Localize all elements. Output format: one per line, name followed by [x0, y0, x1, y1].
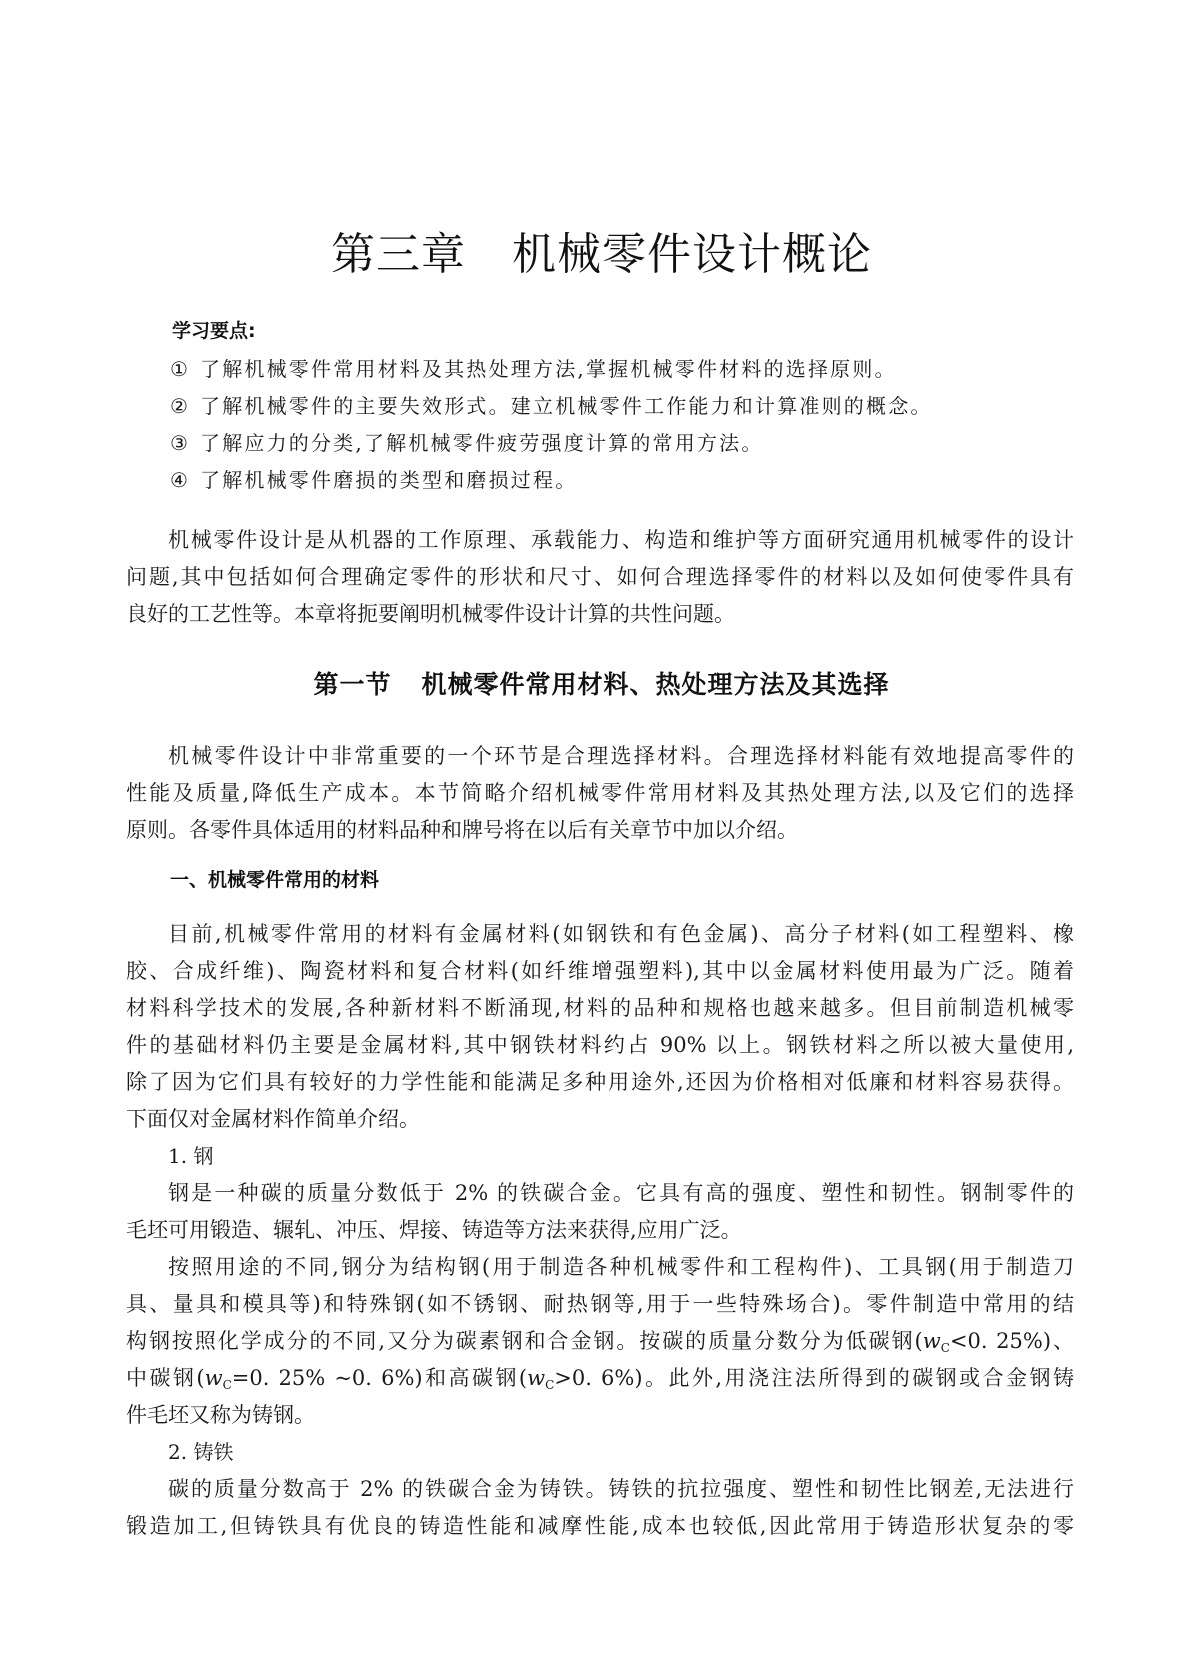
chapter-name: 机械零件设计概论 — [512, 229, 872, 280]
key-point-number: ④ — [170, 468, 191, 492]
subsection-title: 一、机械零件常用的材料 — [170, 869, 380, 891]
steel-line — [126, 1325, 1074, 1355]
key-point-item — [170, 390, 933, 419]
section-intro-line: 原则。各零件具体适用的材料品种和牌号将在以后有关章节中加以介绍。 — [126, 818, 798, 842]
key-point-text: 了解应力的分类,了解机械零件疲劳强度计算的常用方法。 — [200, 431, 764, 455]
carbon-mass-fraction-symbol: w — [922, 1329, 941, 1353]
materials-line: 胶、合成纤维)、陶瓷材料和复合材料(如纤维增强塑料),其中以金属材料使用最为广泛。随着 — [126, 959, 1074, 983]
key-point-number: ③ — [170, 431, 191, 455]
carbon-subscript: C — [222, 1378, 232, 1392]
carbon-mass-fraction-symbol: w — [204, 1366, 223, 1390]
cast-iron-line: 锻造加工,但铸铁具有优良的铸造性能和减摩性能,成本也较低,因此常用于铸造形状复杂的零 — [126, 1514, 1074, 1538]
materials-line: 目前,机械零件常用的材料有金属材料(如钢铁和有色金属)、高分子材料(如工程塑料、橡 — [168, 922, 1074, 946]
key-points-heading: 学习要点: — [172, 320, 256, 342]
section-intro-line: 机械零件设计中非常重要的一个环节是合理选择材料。合理选择材料能有效地提高零件的 — [168, 744, 1074, 768]
steel-line: 件毛坯又称为铸钢。 — [126, 1403, 315, 1427]
materials-line: 下面仅对金属材料作简单介绍。 — [126, 1107, 420, 1131]
intro-line: 机械零件设计是从机器的工作原理、承载能力、构造和维护等方面研究通用机械零件的设计 — [168, 528, 1074, 552]
key-point-item — [170, 427, 764, 456]
intro-line: 良好的工艺性等。本章将扼要阐明机械零件设计计算的共性问题。 — [126, 602, 735, 626]
materials-line: 件的基础材料仍主要是金属材料,其中钢铁材料约占 90% 以上。钢铁材料之所以被大量使用, — [126, 1033, 1074, 1057]
carbon-subscript: C — [940, 1341, 950, 1355]
text-fragment: >0. 6%)。此外,用浇注法所得到的碳钢或合金钢铸 — [554, 1366, 1074, 1390]
steel-line: 具、量具和模具等)和特殊钢(如不锈钢、耐热钢等,用于一些特殊场合)。零件制造中常用的结 — [126, 1292, 1074, 1316]
chapter-number: 第三章 — [331, 229, 466, 280]
text-fragment: <0. 25%)、 — [949, 1329, 1074, 1353]
key-point-number: ① — [170, 357, 191, 381]
key-point-item — [170, 464, 577, 493]
intro-line: 问题,其中包括如何合理确定零件的形状和尺寸、如何合理选择零件的材料以及如何使零件具有 — [126, 565, 1074, 589]
steel-line — [126, 1362, 1074, 1392]
carbon-subscript: C — [545, 1378, 555, 1392]
steel-heading: 1. 钢 — [168, 1144, 214, 1168]
steel-line: 毛坯可用锻造、辗轧、冲压、焊接、铸造等方法来获得,应用广泛。 — [126, 1218, 742, 1242]
chapter-title — [0, 218, 1203, 282]
cast-iron-heading: 2. 铸铁 — [168, 1440, 234, 1464]
section-number: 第一节 — [313, 670, 392, 699]
section-title — [0, 665, 1203, 701]
steel-line: 钢是一种碳的质量分数低于 2% 的铁碳合金。它具有高的强度、塑性和韧性。钢制零件的 — [168, 1181, 1074, 1205]
text-fragment: 构钢按照化学成分的不同,又分为碳素钢和合金钢。按碳的质量分数分为低碳钢( — [126, 1329, 923, 1353]
materials-line: 除了因为它们具有较好的力学性能和能满足多种用途外,还因为价格相对低廉和材料容易获得。 — [126, 1070, 1074, 1094]
section-name: 机械零件常用材料、热处理方法及其选择 — [421, 670, 890, 699]
carbon-mass-fraction-symbol: w — [527, 1366, 546, 1390]
section-intro-line: 性能及质量,降低生产成本。本节简略介绍机械零件常用材料及其热处理方法,以及它们的选择 — [126, 781, 1074, 805]
text-fragment: 中碳钢( — [126, 1366, 205, 1390]
text-fragment: =0. 25% ~0. 6%)和高碳钢( — [231, 1366, 528, 1390]
key-point-text: 了解机械零件常用材料及其热处理方法,掌握机械零件材料的选择原则。 — [200, 357, 897, 381]
key-point-text: 了解机械零件的主要失效形式。建立机械零件工作能力和计算准则的概念。 — [200, 394, 933, 418]
key-point-number: ② — [170, 394, 191, 418]
materials-line: 材料科学技术的发展,各种新材料不断涌现,材料的品种和规格也越来越多。但目前制造机械零 — [126, 996, 1074, 1020]
cast-iron-line: 碳的质量分数高于 2% 的铁碳合金为铸铁。铸铁的抗拉强度、塑性和韧性比钢差,无法进行 — [168, 1477, 1074, 1501]
key-point-item — [170, 353, 897, 382]
key-point-text: 了解机械零件磨损的类型和磨损过程。 — [200, 468, 578, 492]
steel-line: 按照用途的不同,钢分为结构钢(用于制造各种机械零件和工程构件)、工具钢(用于制造刀 — [168, 1255, 1074, 1279]
